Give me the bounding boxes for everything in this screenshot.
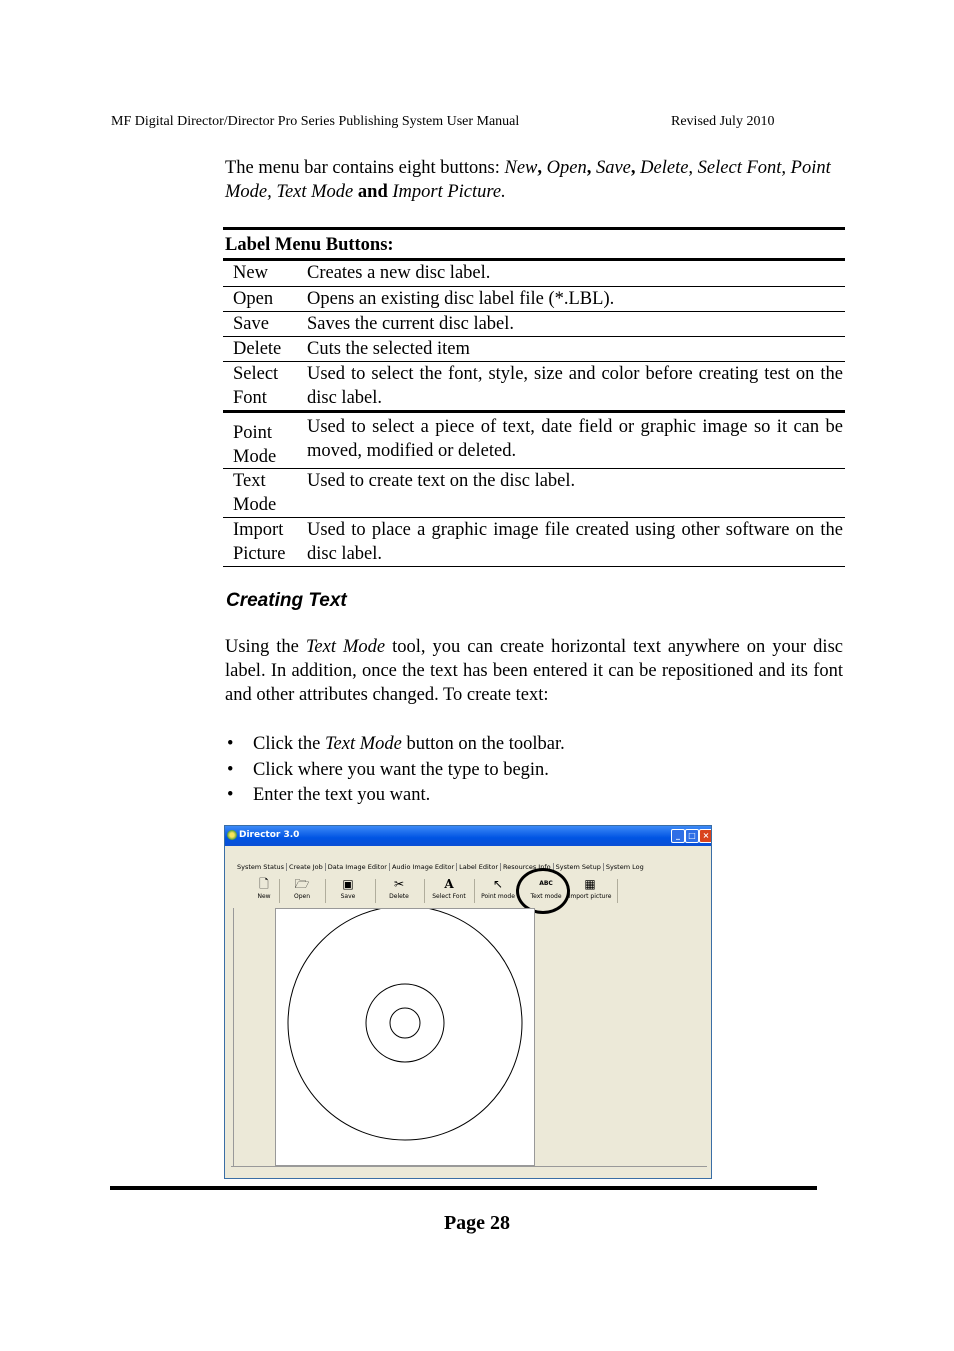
tab-label-editor[interactable]: Label Editor [457,863,501,871]
folder-icon: 🗁 [294,877,310,891]
list-item [225,732,565,758]
delete-button[interactable] [376,877,422,900]
footer-rule [110,1186,817,1190]
table-row [223,362,845,413]
section-paragraph [225,635,843,707]
list-item: • Enter the text you want. [225,783,565,809]
status-strip [231,1166,707,1173]
button-name: Import Picture [233,520,286,564]
open-button[interactable] [279,877,325,900]
toolbar-divider [617,879,618,903]
table-row [223,312,845,337]
window-title: Director 3.0 [239,830,300,840]
button-name: Open [233,289,274,309]
button-name: Text Mode [233,471,277,515]
table-row [223,518,845,566]
pointer-icon: ↖ [492,877,504,891]
button-name: Point Mode [233,423,277,467]
table-row [223,413,845,469]
tab-system-status[interactable]: System Status [235,863,287,871]
floppy-icon: ▣ [342,877,354,891]
select-font-label: Select Font [432,893,466,900]
delete-label: Delete [389,893,409,900]
table-row [223,261,845,287]
list-item: • Click where you want the type to begin. [225,758,565,784]
list-emphasis: Text Mode [324,734,402,754]
table-row [223,337,845,362]
button-description: Used to select the font, style, size and color before creating test on the disc label. [307,364,843,408]
button-description: Used to select a piece of text, date field or graphic image so it can be moved, modified or deleted. [307,417,843,461]
button-description: Used to place a graphic image file created using other software on the disc label. [307,520,843,564]
button-description: Saves the current disc label. [307,314,515,334]
intro-new: New [504,158,538,178]
list-text: Click the [253,734,325,754]
select-font-button[interactable] [426,877,472,900]
director-screenshot [224,825,712,1179]
scissors-icon: ✂ [393,877,405,891]
toolbar-divider [424,879,425,903]
button-description: Creates a new disc label. [307,263,491,283]
maximize-icon[interactable]: □ [685,829,699,843]
intro-paragraph: The menu bar contains eight buttons: New, Open, Save, Delete, Select Font, Point Mode, Text Mode and Import Picture. [225,158,831,202]
header-manual-title: MF Digital Director/Director Pro Series Publishing System User Manual [111,114,520,129]
point-mode-label: Point mode [481,893,515,900]
intro-save: Save [595,158,631,178]
intro-lead: The menu bar contains eight buttons: [225,158,505,178]
table-row [223,287,845,312]
intro-and: and [357,182,388,202]
label-canvas[interactable] [275,908,535,1166]
font-a-icon: A [444,877,454,891]
button-description: Cuts the selected item [307,339,470,359]
point-mode-button[interactable] [475,877,521,900]
button-name: Delete [233,339,282,359]
list-text: button on the toolbar. [401,734,565,754]
tab-system-setup[interactable]: System Setup [554,863,604,871]
app-icon [227,830,237,840]
intro-import: Import Picture. [392,182,506,202]
save-button[interactable] [325,877,371,900]
tab-audio-image-editor[interactable]: Audio Image Editor [390,863,457,871]
button-description: Used to create text on the disc label. [307,471,576,491]
button-description: Opens an existing disc label file (*.LBL). [307,289,615,309]
tab-create-job[interactable]: Create Job [287,863,326,871]
save-label: Save [340,893,356,900]
section-heading: Creating Text [226,590,347,611]
tab-resources-info[interactable]: Resources Info [501,863,554,871]
picture-icon: ▦ [584,877,596,891]
minimize-icon[interactable]: _ [671,829,685,843]
page-number: Page 28 [443,1212,511,1234]
abc-icon: ABC [539,880,553,887]
import-picture-label: Import picture [568,893,612,900]
steps-list [225,732,565,809]
text-mode-label: Text mode [530,893,562,900]
close-icon[interactable]: × [699,829,712,843]
para-part: Using the [225,637,306,657]
tab-data-image-editor[interactable]: Data Image Editor [326,863,390,871]
para-part: tool, you can create horizontal text anywhere on your disc label. In addition, once the text has been entered it can be repositioned and its font and other attributes changed. To create text: [225,637,843,705]
table-title: Label Menu Buttons: [223,230,845,261]
tab-system-log[interactable]: System Log [605,863,644,871]
window-titlebar [225,826,711,846]
import-picture-button[interactable] [567,877,613,900]
para-emphasis: Text Mode [305,637,386,657]
tab-bar [235,863,646,871]
label-menu-buttons-table [223,227,845,567]
disc-outline [276,909,534,1165]
new-label: New [257,893,271,900]
header-revision-date: Revised July 2010 [671,114,775,129]
intro-others: Delete, Select Font, Point Mode, Text Mode [225,158,831,202]
button-name: Save [233,314,269,334]
page-icon: 🗋 [259,877,269,891]
table-row [223,469,845,518]
intro-open: Open [546,158,587,178]
button-name: Select Font [233,364,279,408]
open-label: Open [293,893,311,900]
button-name: New [233,263,268,283]
left-panel [233,908,274,1166]
